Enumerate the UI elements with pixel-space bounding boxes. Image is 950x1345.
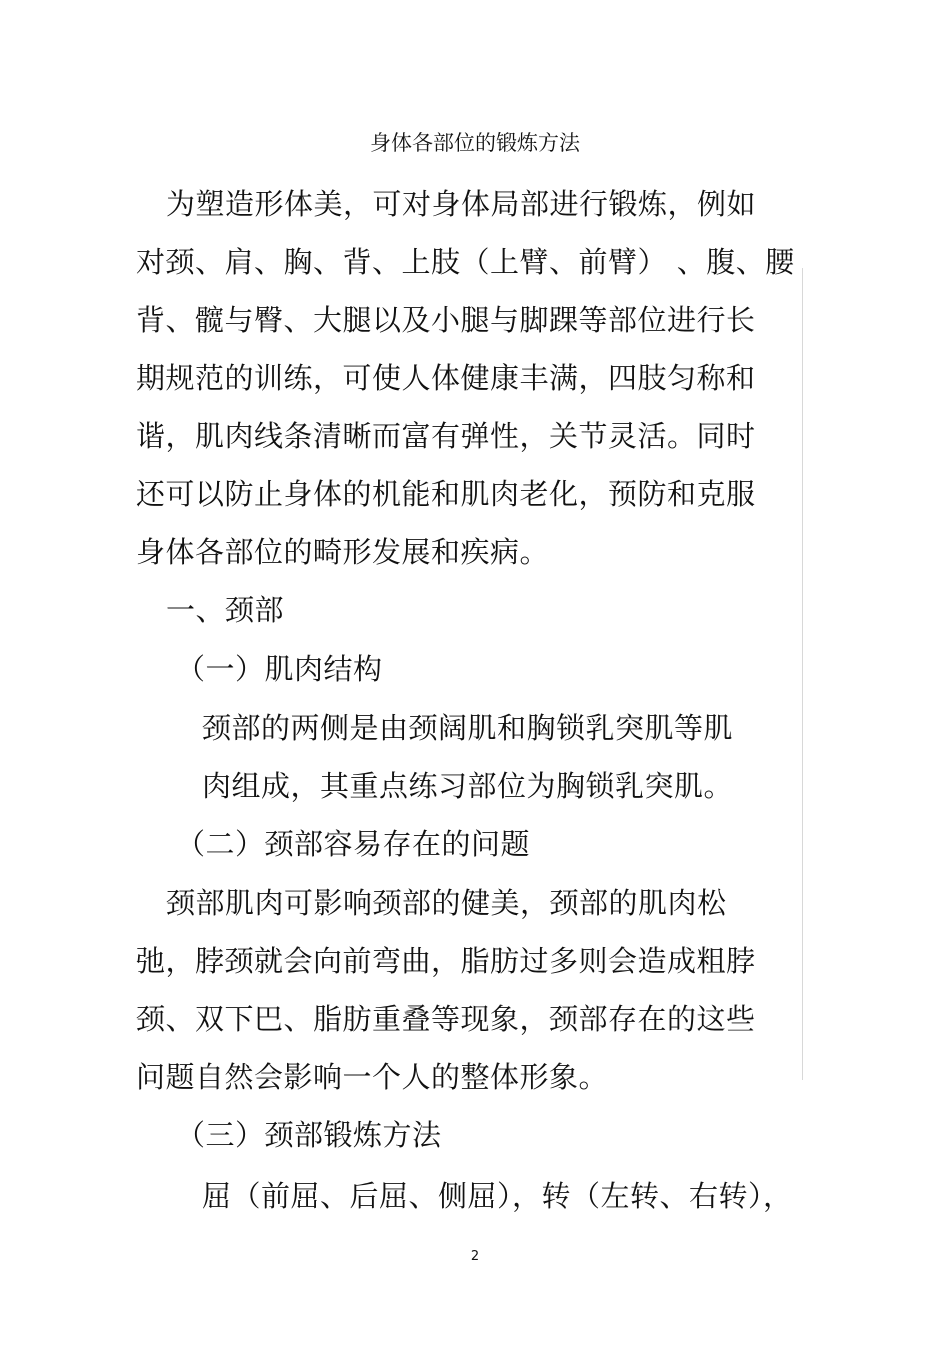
section-heading: 一、颈部 (166, 593, 285, 627)
paragraph-line: 背、髋与臀、大腿以及小腿与脚踝等部位进行长 (136, 303, 756, 337)
paragraph-line: 屈（前屈、后屈、侧屈），转（左转、右转）， (202, 1179, 793, 1213)
page-number: 2 (470, 1249, 480, 1264)
paragraph-line: 为塑造形体美，可对身体局部进行锻炼，例如 (166, 187, 757, 221)
paragraph-line: 期规范的训练，可使人体健康丰满，四肢匀称和 (136, 361, 756, 395)
paragraph-line: 对颈、肩、胸、背、上肢（上臂、前臂） 、腹、腰 (136, 245, 795, 279)
document-title: 身体各部位的锻炼方法 (370, 131, 580, 155)
paragraph-line: 颈部肌肉可影响颈部的健美，颈部的肌肉松 (166, 886, 727, 920)
paragraph-line: 颈、双下巴、脂肪重叠等现象，颈部存在的这些 (136, 1002, 756, 1036)
paragraph-line: 颈部的两侧是由颈阔肌和胸锁乳突肌等肌 (202, 711, 734, 745)
subsection-heading: （一）肌肉结构 (176, 652, 383, 686)
paragraph-line: 谐，肌肉线条清晰而富有弹性，关节灵活。同时 (136, 419, 756, 453)
subsection-heading: （三）颈部锻炼方法 (176, 1118, 442, 1152)
paragraph-line: 肉组成，其重点练习部位为胸锁乳突肌。 (202, 769, 734, 803)
subsection-heading: （二）颈部容易存在的问题 (176, 827, 531, 861)
paragraph-line: 问题自然会影响一个人的整体形象。 (136, 1060, 609, 1094)
paragraph-line: 身体各部位的畸形发展和疾病。 (136, 535, 550, 569)
page-border-line (802, 268, 803, 1080)
paragraph-line: 弛，脖颈就会向前弯曲，脂肪过多则会造成粗脖 (136, 944, 756, 978)
paragraph-line: 还可以防止身体的机能和肌肉老化，预防和克服 (136, 477, 756, 511)
